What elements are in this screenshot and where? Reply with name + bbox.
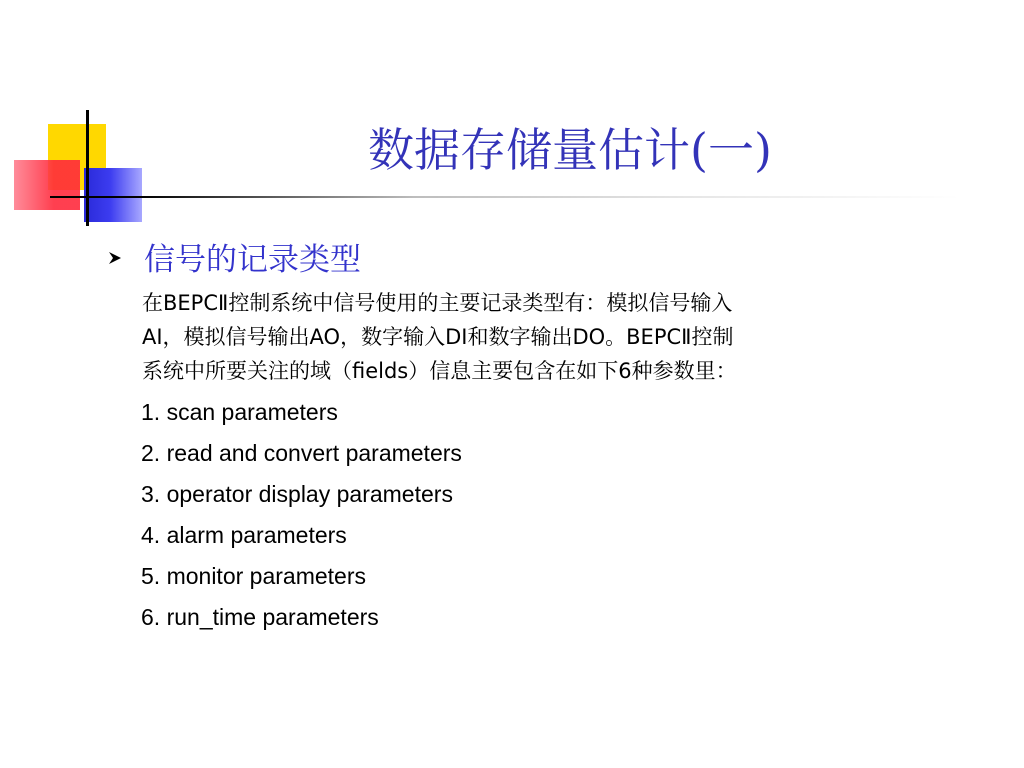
slide-title: 数据存储量估计(一) — [368, 123, 772, 177]
decor-blue-square — [84, 168, 142, 222]
parameter-list — [141, 392, 462, 638]
decor-vertical-line — [86, 110, 89, 226]
parameter-item: 5. monitor parameters — [141, 563, 366, 589]
paragraph-line: 在BEPCⅡ控制系统中信号使用的主要记录类型有：模拟信号输入 — [142, 291, 733, 315]
parameter-item: 1. scan parameters — [141, 399, 338, 425]
decor-red-bar — [14, 160, 80, 210]
paragraph-line: 系统中所要关注的域（fields）信息主要包含在如下6种参数里： — [142, 359, 737, 383]
parameter-item: 6. run_time parameters — [141, 604, 379, 630]
body-paragraph — [142, 286, 954, 388]
title-underline — [50, 196, 960, 198]
bullet-arrow-icon — [108, 251, 122, 265]
parameter-item: 2. read and convert parameters — [141, 440, 462, 466]
bullet-heading-row — [108, 234, 361, 278]
parameter-item: 4. alarm parameters — [141, 522, 347, 548]
section-heading: 信号的记录类型 — [144, 241, 361, 278]
parameter-item: 3. operator display parameters — [141, 481, 453, 507]
paragraph-line: AI，模拟信号输出AO，数字输入DI和数字输出DO。BEPCⅡ控制 — [142, 325, 734, 349]
